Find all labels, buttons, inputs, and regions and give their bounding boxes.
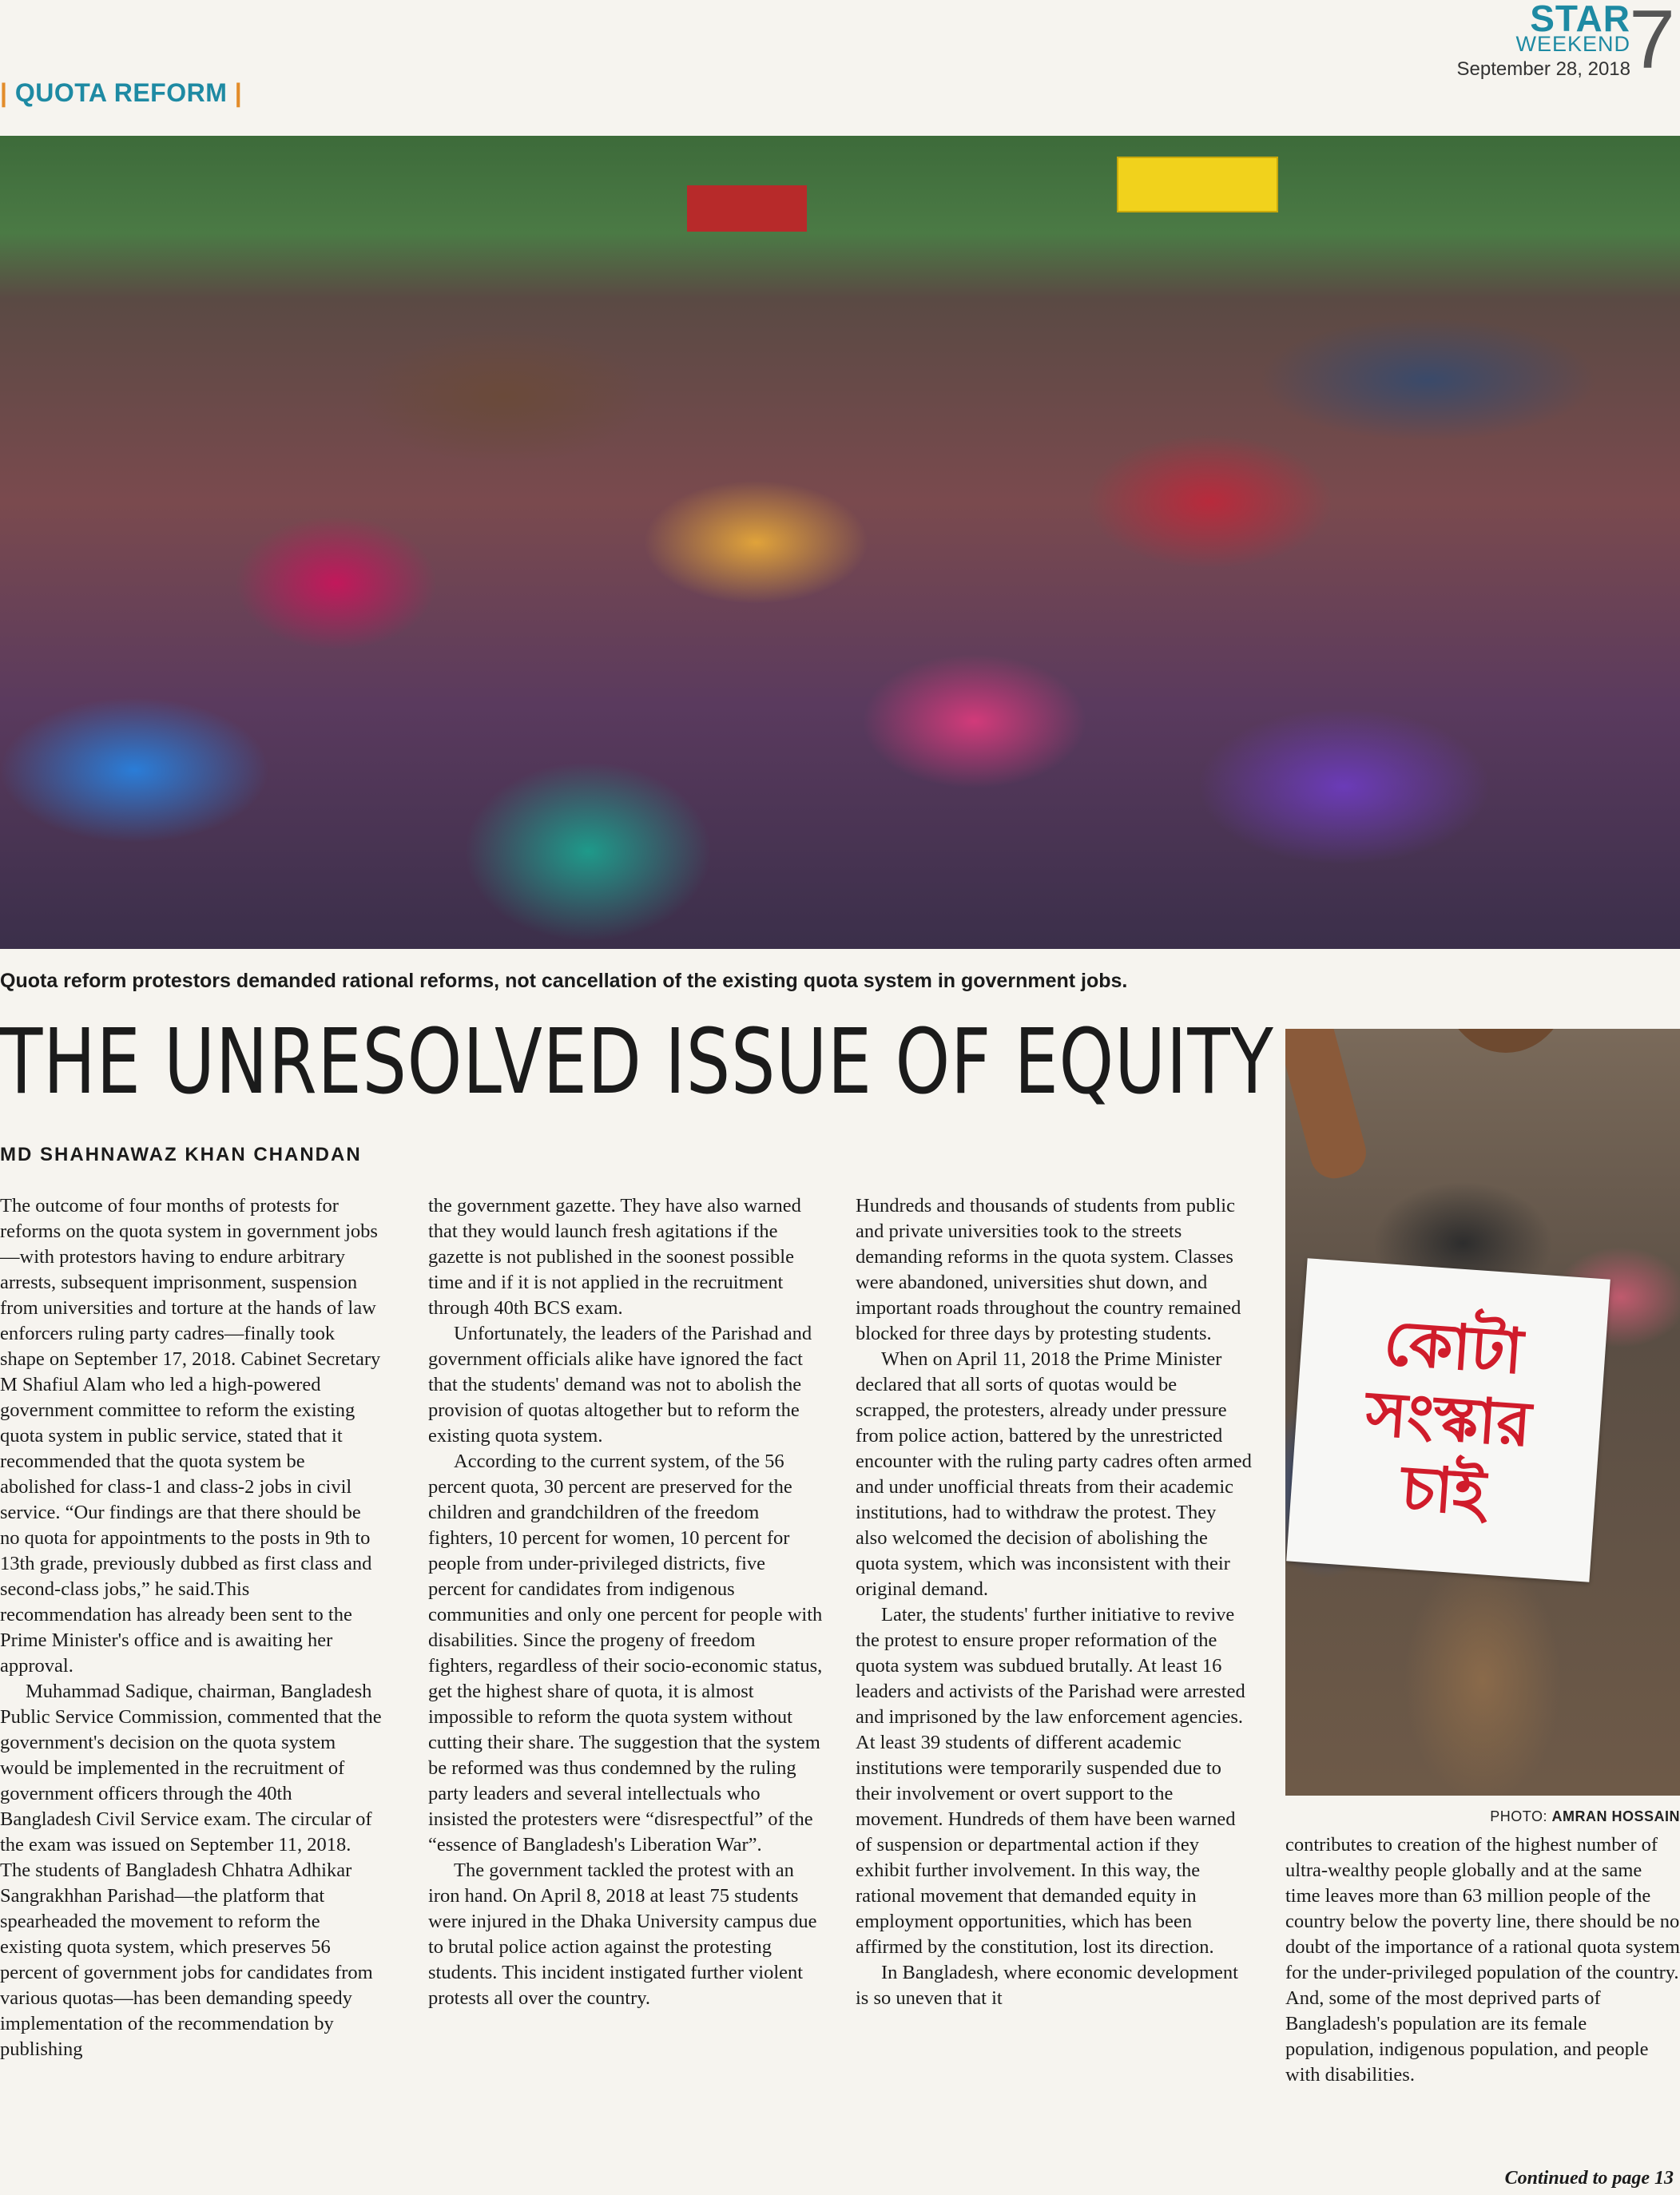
paragraph: According to the current system, of the 56 percent quota, 30 percent are preserved for the children and grandchildren of the freedom fighters, 10 percent for women, 10 percent for people from under-privileged districts, five percent for candidates from indigenous communities and only one percent for people with disabilities. Since the progeny of freedom fighters, regardless of their socio-economic status, get the highest share of quota, it is almost impossible to reform the quota system without cutting their share. The suggestion that the system be reformed was thus condemned by the ruling party leaders and several intellectuals who insisted the protesters were “disrespectful” of the “essence of Bangladesh's Liberation War”. — [428, 1451, 823, 1856]
paragraph: Later, the students' further initiative to revive the protest to ensure proper reformation of the quota system was subdued brutally. At least 16 leaders and activists of the Parishad were arrested and imprisoned by the law enforcement agencies. At least 39 students of different academic institutions were temporarily suspended due to their involvement or overt support to the movement. Hundreds of them have been warned of suspension or departmental action if they exhibit further involvement. In this way, the rational movement that demanded equity in employment opportunities, which has been affirmed by the constitution, lost its direction. — [856, 1604, 1245, 1958]
section-tag-bar-left: | — [0, 78, 8, 107]
section-tag-bar-right: | — [234, 78, 243, 107]
photo-credit — [1285, 1808, 1680, 1825]
placard-line-2: সংস্কার — [1363, 1378, 1534, 1462]
photo-billboard — [1117, 157, 1278, 212]
photo-credit-name: AMRAN HOSSAIN — [1551, 1808, 1680, 1824]
page-number: 7 — [1629, 0, 1675, 86]
placard-line-1: কোটা — [1381, 1307, 1526, 1389]
paragraph: Unfortunately, the leaders of the Parishad and government officials alike have ignored the fact that the students' demand was not to abolish the provision of quotas altogether but to reform the existing quota system. — [428, 1323, 812, 1447]
photo-caption: Quota reform protestors demanded rational reforms, not cancellation of the existing quota system in government jobs. — [0, 970, 1128, 992]
photo-protester-head — [1442, 1029, 1570, 1053]
publication-brand — [1457, 0, 1631, 79]
photo-raised-fist — [1285, 1029, 1372, 1184]
article-column-3 — [856, 1193, 1252, 2011]
article-column-1 — [0, 1193, 382, 2062]
placard — [1286, 1258, 1610, 1582]
photo-credit-label: PHOTO: — [1490, 1808, 1547, 1824]
paragraph: Hundreds and thousands of students from public and private universities took to the streets demanding reforms in the quota system. Classes were abandoned, universities shut down, and important roads throughout the country remained blocked for three days by protesting students. — [856, 1195, 1241, 1344]
protester-placard-photo — [1285, 1029, 1680, 1796]
paragraph: The outcome of four months of protests for reforms on the quota system in government jobs—with protestors having to endure arbitrary arrests, subsequent imprisonment, suspension from universities and torture at the hands of law enforcers ruling party cadres—finally took shape on September 17, 2018. Cabinet Secretary M Shafiul Alam who led a high-powered government committee to reform the existing quota system in public service, stated that it recommended that the quota system be abolished for class-1 and class-2 jobs in civil service. “Our findings are that there should be no quota for appointments to the posts in 9th to 13th grade, previously dubbed as first class and second-class jobs,” he said.This recommendation has already been sent to the Prime Minister's office and is awaiting her approval. — [0, 1195, 381, 1677]
issue-date: September 28, 2018 — [1456, 58, 1630, 80]
protest-crowd-photo — [0, 136, 1680, 949]
paragraph: Muhammad Sadique, chairman, Bangladesh Public Service Commission, commented that the government's decision on the quota system would be implemented in the recruitment of government officers through the 40th Bangladesh Civil Service exam. The circular of the exam was issued on September 11, 2018. The students of Bangladesh Chhatra Adhikar Sangrakhhan Parishad—the platform that spearheaded the movement to reform the existing quota system, which preserves 56 percent of government jobs for candidates from various quotas—has been demanding speedy implementation of the recommendation by publishing — [0, 1681, 382, 2060]
section-tag-label: QUOTA REFORM — [14, 78, 228, 107]
paragraph: the government gazette. They have also warned that they would launch fresh agitations if the gazette is not published in the soonest possible time and if it is not applied in the recruitment through 40th BCS exam. — [428, 1195, 801, 1319]
article-column-4 — [1285, 1832, 1680, 2088]
paragraph: The government tackled the protest with an iron hand. On April 8, 2018 at least 75 students were injured in the Dhaka University campus due to brutal police action against the protesting students. This incident instigated further violent protests all over the country. — [428, 1860, 817, 2009]
brand-star: STAR — [1530, 0, 1630, 39]
photo-bus — [687, 185, 807, 232]
brand-weekend: WEEKEND — [1515, 32, 1630, 56]
article-byline: MD SHAHNAWAZ KHAN CHANDAN — [0, 1144, 362, 1165]
paragraph: When on April 11, 2018 the Prime Minister declared that all sorts of quotas would be scrapped, the protesters, already under pressure from police action, battered by the unrestricted encounter with the ruling party cadres often armed and under unofficial threats from their academic institutions, had to withdraw the protest. They also welcomed the decision of abolishing the quota system, which was inconsistent with their original demand. — [856, 1348, 1252, 1600]
article-headline: THE UNRESOLVED ISSUE OF EQUITY — [0, 1010, 1274, 1114]
article-column-2 — [428, 1193, 824, 2011]
placard-line-3: চাই — [1399, 1452, 1488, 1530]
paragraph: In Bangladesh, where economic development is so uneven that it — [856, 1962, 1238, 2009]
paragraph: contributes to creation of the highest number of ultra-wealthy people globally and at the same time leaves more than 63 million people of the country below the poverty line, there should be no doubt of the importance of a rational quota system for the under-privileged population of the country. And, some of the most deprived parts of Bangladesh's population are its female population, indigenous population, and people with disabilities. — [1285, 1834, 1680, 2086]
section-tag — [0, 78, 242, 108]
continued-jump-link[interactable]: Continued to page 13 — [1504, 2168, 1674, 2189]
